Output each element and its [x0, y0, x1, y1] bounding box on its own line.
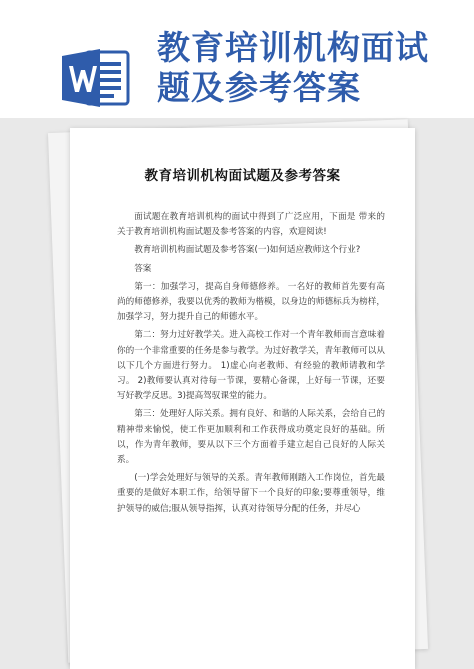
paragraph: (一)学会处理好与领导的关系。青年教师刚踏入工作岗位，首先最重要的是做好本职工作，给领导留下一个良好的印象;要尊重领导，维护领导的威信;服从领导指挥，认真对待领导分配的任务，并尽心	[117, 473, 385, 514]
paragraph: 面试题在教育培训机构的面试中得到了广泛应用，下面是 带来的关于教育培训机构面试题及参考答案的内容，欢迎阅读!	[117, 212, 385, 238]
document-title: 教育培训机构面试题及参考答案	[144, 168, 341, 184]
word-icon	[60, 42, 132, 114]
paragraph: 第三：处理好人际关系。拥有良好、和谐的人际关系，会给自己的精神带来愉悦，使工作更加顺利和工作获得成功奠定良好的基础。所以，作为青年教师，要从以下三个方面着手建立起自己良好的人际关系。	[117, 409, 385, 466]
banner	[0, 0, 474, 130]
banner-title: 教育培训机构面试题及参考答案	[157, 28, 429, 107]
paragraph: 第一：加强学习，提高自身师德修养。 一名好的教师首先要有高尚的师德修养，我要以优秀的教师为楷模，以身边的师德标兵为榜样，加强学习，努力提升自己的师德水平。	[117, 281, 385, 323]
paragraph: 第二：努力过好教学关。进入高校工作对一个青年教师而言意味着你的一个非常重要的任务是参与教学。为过好教学关，青年教师可以从以下几个方面进行努力。 1)虚心向老教师、有经验的教师请教和学习。 2)教师要认真对待每一节课，要精心备课，上好每一节课，还要写好教学反思。3)提高驾驭课堂的能力。	[117, 330, 385, 402]
document-page	[70, 128, 415, 669]
paragraph: 答案	[134, 263, 152, 274]
document-body	[117, 210, 385, 520]
paragraph: 教育培训机构面试题及参考答案(一)如何适应教师这个行业?	[134, 245, 361, 256]
